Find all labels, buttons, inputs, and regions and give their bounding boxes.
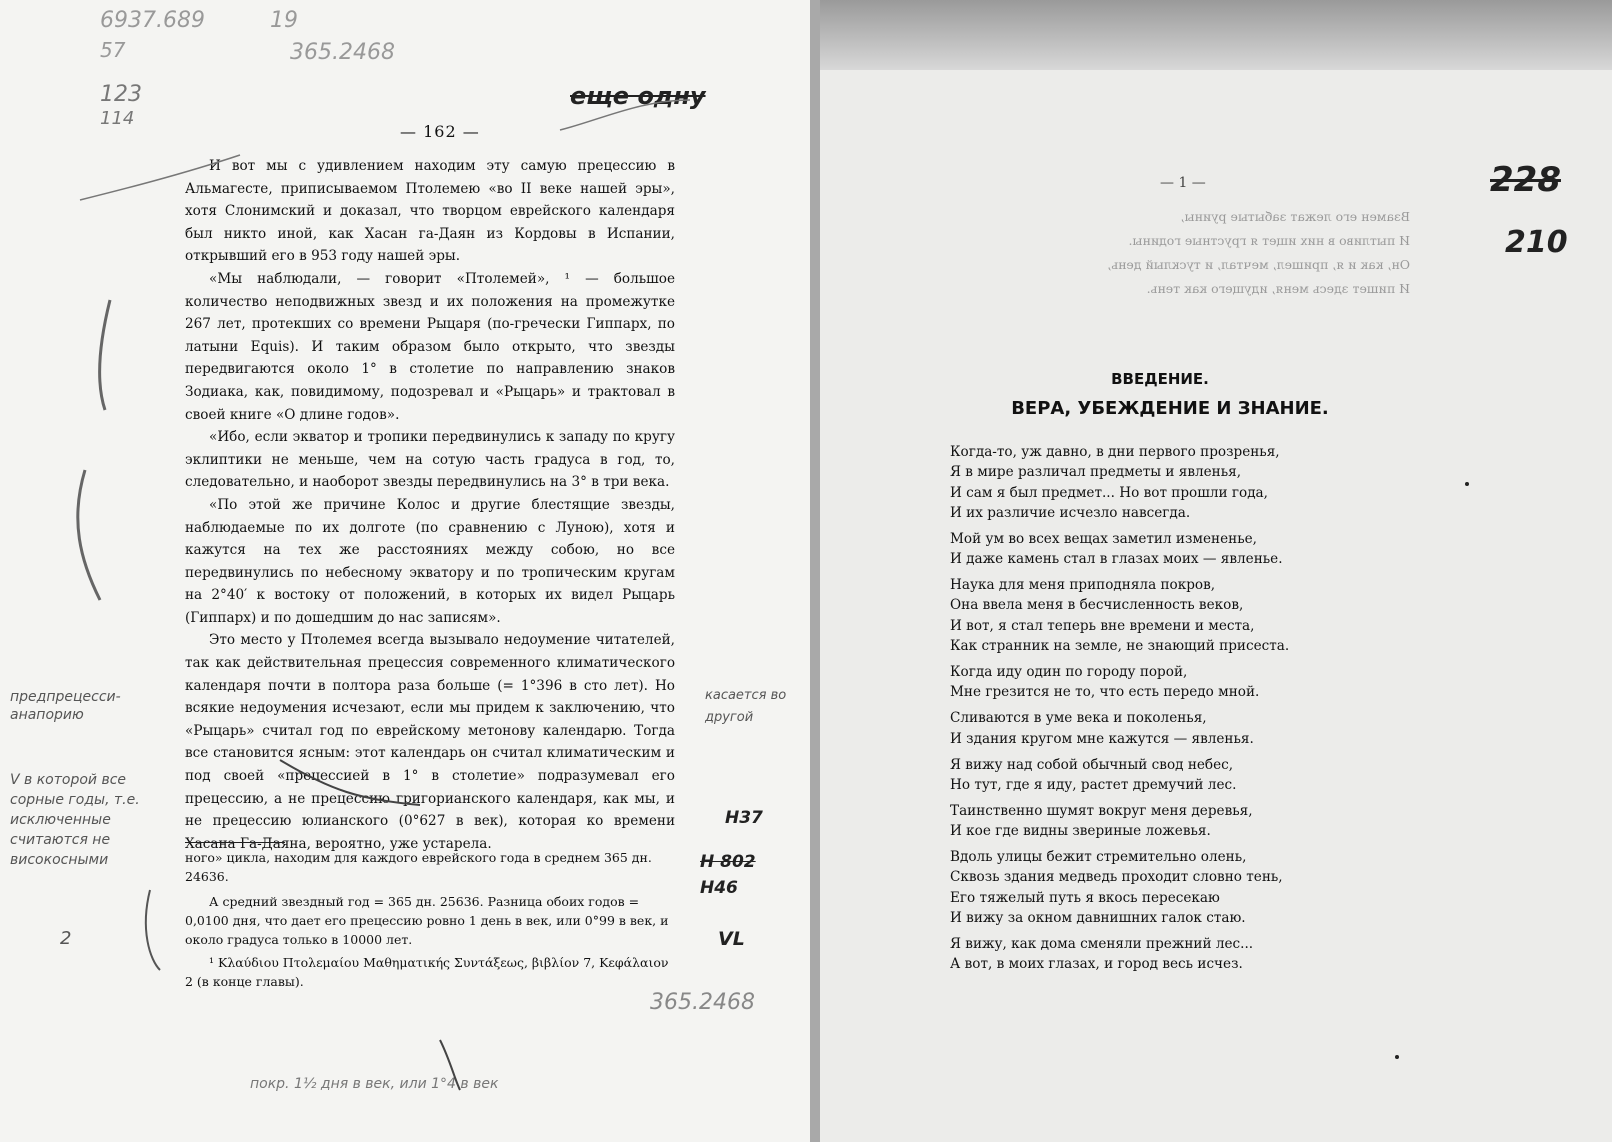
- poem-line: Мой ум во всех вещах заметил измененье,: [950, 530, 1257, 547]
- stanza: [950, 801, 1410, 842]
- paragraph: Это место у Птолемея всегда вызывало недоумение читателей, так как действительная прецессия современного климатического календаря почти в полтора раза больше (= 1°396 в сто лет). Но всякие недоумения исчезают, если мы придем к заключению, что «Рыцарь» считал год по еврейскому метонову календарю. Тогда все становится ясным: этот календарь он считал климатическим и под своей «прецессией в 1° в столетие» подразумевал его прецессию, а не прецессию григорианского календаря, как мы, и не прецессию юлианского (0°627 в век), которая ко времени Хасана Га-Даяна, вероятно, уже устарела.: [185, 632, 675, 852]
- poem: [950, 442, 1410, 980]
- poem-line: Как странник на земле, не знающий присеста.: [950, 638, 1290, 655]
- paragraph: «По этой же причине Колос и другие блестящие звезды, наблюдаемые по их долготе (по сравнению с Луною), хотя и кажутся на тех же расстояниях между собою, но все передвинулись по небесному экватору и по тропическим кругам на 2°40′ к востоку от положений, в которых их видел Рыцарь (Гиппарх) и по дошедшим до нас записям».: [185, 496, 675, 626]
- poem-line: Наука для меня приподняла покров,: [950, 577, 1216, 594]
- folded-corner: [820, 0, 1612, 70]
- poem-line: И кое где видны звериные ложевья.: [950, 823, 1211, 840]
- poem-line: И сам я был предмет... Но вот прошли года,: [950, 484, 1268, 501]
- book-gutter: [810, 0, 820, 1142]
- poem-line: Я вижу, как дома сменяли прежний лес...: [950, 936, 1254, 953]
- poem-line: И вот, я стал теперь вне времени и места,: [950, 617, 1255, 634]
- handwritten-crossed-number: 228: [1490, 160, 1561, 200]
- page-mark: — 1 —: [1160, 175, 1206, 191]
- paragraph: И вот мы с удивлением находим эту самую прецессию в Альмагесте, приписываемом Птолемею «во II веке нашей эры», хотя Слонимский и доказал, что творцом еврейского календаря был никто иной, как Хасан га-Даян из Кордовы в Испании, открывший его в 953 году нашей эры.: [185, 158, 675, 265]
- poem-line: И их различие исчезло навсегда.: [950, 504, 1191, 521]
- ghost-line: И пишет здесь меня, идущего как тень.: [1146, 281, 1410, 296]
- poem-line: И здания кругом мне кажутся — явленья.: [950, 730, 1254, 747]
- stanza: [950, 934, 1410, 975]
- poem-line: Сквозь здания медведь проходит словно тень,: [950, 869, 1283, 886]
- poem-line: Но тут, где я иду, растет дремучий лес.: [950, 776, 1237, 793]
- handwritten-margin-note: H 802: [700, 852, 756, 872]
- handwritten-crossed-word: еще одну: [570, 82, 706, 110]
- section-title: ВЕРА, УБЕЖДЕНИЕ И ЗНАНИЕ.: [1011, 398, 1329, 419]
- handwritten-bottom-numbers: 365.2468: [650, 990, 755, 1015]
- print-dot: [1395, 1055, 1399, 1059]
- stanza: [950, 708, 1410, 749]
- stanza: [950, 755, 1410, 796]
- handwritten-margin-note: H37: [725, 808, 763, 828]
- poem-line: Я в мире различал предметы и явленья,: [950, 464, 1242, 481]
- ghost-line: Взамен его лежат забытые руины,: [1180, 209, 1410, 224]
- poem-line: Она ввела меня в бесчисленность веков,: [950, 597, 1244, 614]
- poem-line: А вот, в моих глазах, и город весь исчез.: [950, 956, 1243, 973]
- handwritten-catalog-57: 57: [100, 38, 126, 62]
- bleed-through-text: [1080, 205, 1410, 301]
- handwritten-year-value: 365.2468: [290, 40, 395, 65]
- poem-line: Таинственно шумят вокруг меня деревья,: [950, 802, 1253, 819]
- stanza: [950, 529, 1410, 570]
- poem-line: Его тяжелый путь я вкось пересекаю: [950, 889, 1220, 906]
- handwritten-margin-note: V в которой все сорные годы, т.е. исключенные считаются не високосными: [10, 772, 140, 868]
- poem-line: Вдоль улицы бежит стремительно олень,: [950, 849, 1247, 866]
- section-label: ВВЕДЕНИЕ.: [1111, 370, 1209, 388]
- footnote: А средний звездный год = 365 дн. 25636. Разница обоих годов = 0,0100 дня, что дает его прецессию ровно 1 день в век, или 0°99 в век, и около градуса только в 10000 лет.: [185, 894, 669, 947]
- handwritten-margin-note: касается во другой: [705, 688, 787, 725]
- poem-line: Сливаются в уме века и поколенья,: [950, 710, 1207, 727]
- poem-line: И вижу за окном давнишних галок стаю.: [950, 910, 1246, 927]
- handwritten-margin-note: H46: [700, 878, 738, 898]
- poem-line: Я вижу над собой обычный свод небес,: [950, 756, 1234, 773]
- handwritten-margin-note: предпрецесси-анапорию: [10, 689, 121, 723]
- paragraph: «Ибо, если экватор и тропики передвинулись к западу по кругу эклиптики не меньше, чем на сотую часть градуса в год, то, следовательно, и наоборот звезды передвинулись на 3° в три века.: [185, 429, 675, 491]
- ghost-line: И пытливо в них ищет я грустные годины.: [1128, 233, 1410, 248]
- stanza: [950, 662, 1410, 703]
- page-number: — 162 —: [400, 122, 480, 141]
- stanza: [950, 442, 1410, 523]
- handwritten-catalog-number: 6937.689: [100, 8, 205, 33]
- poem-line: Когда-то, уж давно, в дни первого прозренья,: [950, 444, 1280, 460]
- handwritten-margin-number: 2: [60, 928, 72, 949]
- poem-line: Когда иду один по городу порой,: [950, 664, 1188, 681]
- handwritten-page-number: 210: [1505, 225, 1568, 260]
- stanza: [950, 847, 1410, 928]
- handwritten-catalog-19: 19: [270, 8, 298, 33]
- handwritten-123: 123: [100, 82, 142, 107]
- stanza: [950, 575, 1410, 656]
- paragraph: «Мы наблюдали, — говорит «Птолемей», ¹ — большое количество неподвижных звезд и их положения на промежутке 267 лет, протекших со времени Рыцаря (по-гречески Гиппарх, по латыни Equis). И таким образом было открыто, что звезды передвигаются около 1° в столетие по направлению знаков Зодиака, как, повидимому, подозревал и «Рыцарь» и трактовал в своей книге «О длине годов».: [185, 270, 675, 423]
- poem-line: И даже камень стал в глазах моих — явленье.: [950, 551, 1283, 568]
- handwritten-bottom-note: покр. 1½ дня в век, или 1°4 в век: [250, 1076, 499, 1092]
- handwritten-114: 114: [100, 108, 135, 129]
- poem-line: Мне грезится не то, что есть передо мной.: [950, 684, 1260, 701]
- print-dot: [1465, 482, 1469, 486]
- footnote: ¹ Κλαύδιου Πτολεμαίου Μαθηματικής Συντάξεως, βιβλίον 7, Κεφάλαιον 2 (в конце главы).: [185, 955, 669, 989]
- footnote: ного» цикла, находим для каждого еврейского года в среднем 365 дн. 24636.: [185, 850, 652, 884]
- ghost-line: Он, как и я, пришел, мечтал, и тусклый день,: [1107, 257, 1410, 272]
- handwritten-margin-note: VL: [718, 928, 745, 950]
